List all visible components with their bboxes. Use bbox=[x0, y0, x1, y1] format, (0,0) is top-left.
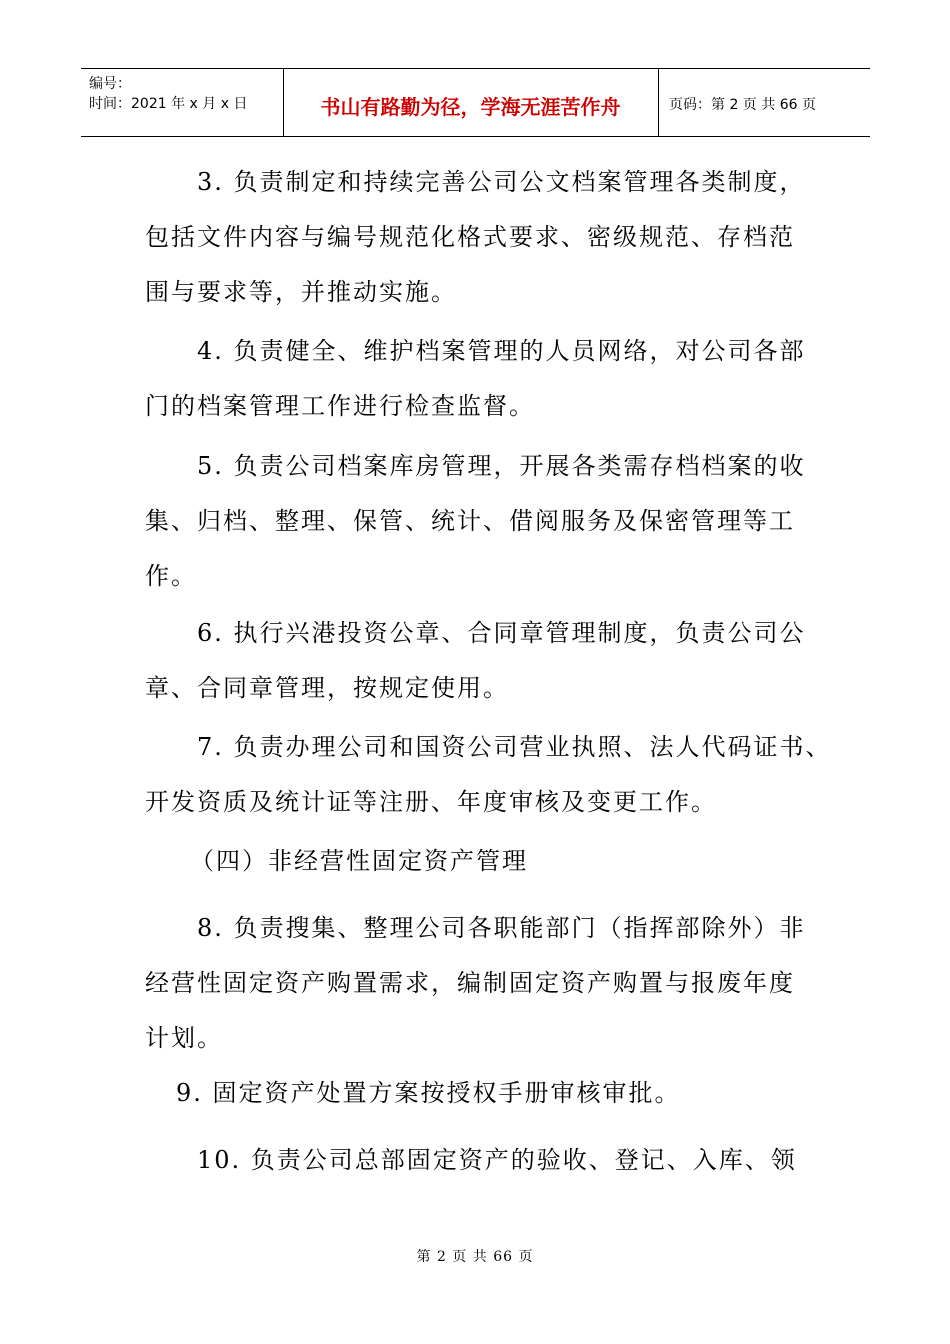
paragraph-line: 章、合同章管理，按规定使用。 bbox=[145, 674, 509, 702]
header-page-info: 页码：第 2 页 共 66 页 bbox=[669, 97, 816, 113]
paragraph-item-9 bbox=[176, 1066, 681, 1121]
section-heading bbox=[190, 834, 528, 889]
header-motto: 书山有路勤为径，学海无涯苦作舟 bbox=[320, 95, 621, 119]
document-time-label: 时间：2021 年 x 月 x 日 bbox=[89, 96, 248, 112]
paragraph-item-5 bbox=[145, 439, 806, 604]
paragraph-item-7 bbox=[145, 720, 832, 830]
document-number-label: 编号： bbox=[89, 76, 131, 92]
paragraph-line: 4. 负责健全、维护档案管理的人员网络，对公司各部 bbox=[197, 337, 806, 365]
paragraph-line: 经营性固定资产购置需求，编制固定资产购置与报废年度 bbox=[145, 969, 795, 997]
page-header bbox=[81, 68, 870, 137]
paragraph-line: 包括文件内容与编号规范化格式要求、密级规范、存档范 bbox=[145, 223, 795, 251]
paragraph-line: 9. 固定资产处置方案按授权手册审核审批。 bbox=[176, 1079, 681, 1107]
paragraph-line: 计划。 bbox=[145, 1024, 223, 1052]
paragraph-line: 开发资质及统计证等注册、年度审核及变更工作。 bbox=[145, 788, 717, 816]
paragraph-line: 围与要求等，并推动实施。 bbox=[145, 278, 457, 306]
paragraph-line: 8. 负责搜集、整理公司各职能部门（指挥部除外）非 bbox=[197, 914, 806, 942]
paragraph-line: 作。 bbox=[145, 562, 197, 590]
paragraph-line: 5. 负责公司档案库房管理，开展各类需存档档案的收 bbox=[197, 452, 806, 480]
section-heading-text: （四）非经营性固定资产管理 bbox=[190, 847, 528, 875]
page-footer: 第 2 页 共 66 页 bbox=[416, 1249, 534, 1265]
paragraph-item-3 bbox=[145, 155, 806, 320]
header-meta-cell bbox=[81, 69, 284, 136]
paragraph-item-8 bbox=[145, 901, 806, 1066]
paragraph-item-10 bbox=[197, 1133, 797, 1188]
paragraph-line: 10. 负责公司总部固定资产的验收、登记、入库、领 bbox=[197, 1146, 797, 1174]
paragraph-line: 3. 负责制定和持续完善公司公文档案管理各类制度， bbox=[197, 168, 806, 196]
paragraph-line: 6. 执行兴港投资公章、合同章管理制度，负责公司公 bbox=[197, 619, 806, 647]
header-page-cell bbox=[659, 69, 870, 136]
paragraph-line: 门的档案管理工作进行检查监督。 bbox=[145, 392, 535, 420]
header-motto-cell bbox=[283, 69, 659, 136]
paragraph-line: 集、归档、整理、保管、统计、借阅服务及保密管理等工 bbox=[145, 507, 795, 535]
paragraph-line: 7. 负责办理公司和国资公司营业执照、法人代码证书、 bbox=[197, 733, 832, 761]
paragraph-item-6 bbox=[145, 606, 806, 716]
paragraph-item-4 bbox=[145, 324, 806, 434]
